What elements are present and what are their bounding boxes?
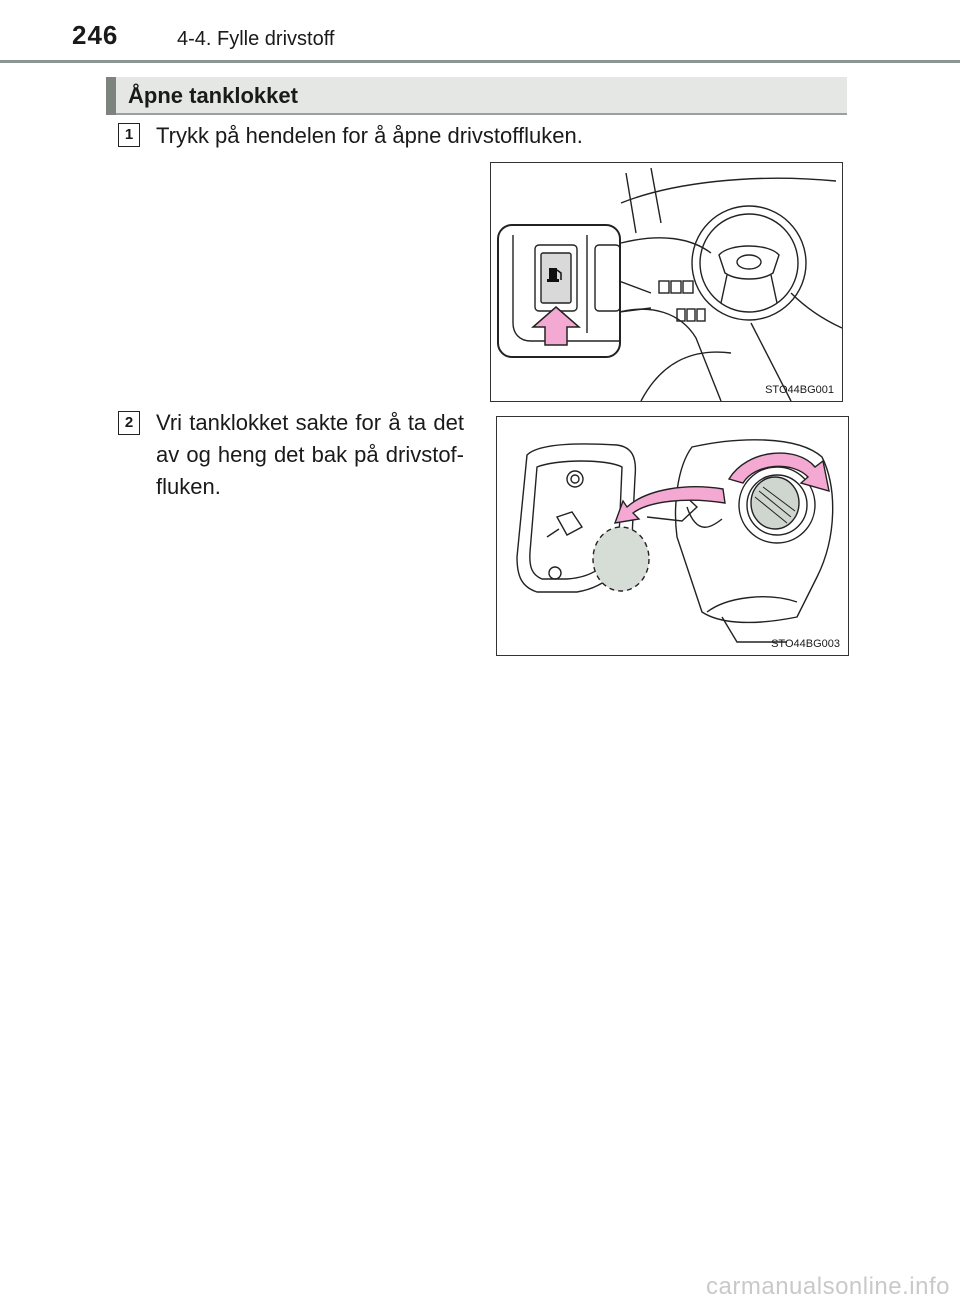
- header-rule: [0, 60, 960, 63]
- section-accent: [106, 77, 116, 115]
- step-badge-1: 1: [118, 123, 140, 147]
- page-number: 246: [72, 20, 119, 50]
- step-text-1: Trykk på hendelen for å åpne drivstoffluken.: [156, 123, 583, 148]
- chapter-title: 4-4. Fylle drivstoff: [177, 28, 335, 50]
- figure-2: [496, 416, 849, 656]
- hung-cap: [593, 527, 649, 591]
- figure-1: [490, 162, 843, 402]
- hang-arrow-icon: [615, 487, 725, 523]
- section-header: [106, 77, 847, 115]
- step-badge-2: 2: [118, 411, 140, 435]
- fuel-cap: [751, 477, 799, 529]
- watermark: carmanualsonline.info: [706, 1273, 950, 1300]
- fuel-cap-illustration: [497, 417, 848, 655]
- figure-code-1: STO44BG001: [765, 384, 834, 396]
- figure-code-2: STO44BG003: [771, 638, 840, 650]
- step-text-2: Vri tanklokket sakte for å ta det av og heng det bak på drivstof-fluken.: [156, 410, 464, 499]
- dashboard-illustration: [491, 163, 842, 401]
- section-title: Åpne tanklokket: [128, 83, 298, 108]
